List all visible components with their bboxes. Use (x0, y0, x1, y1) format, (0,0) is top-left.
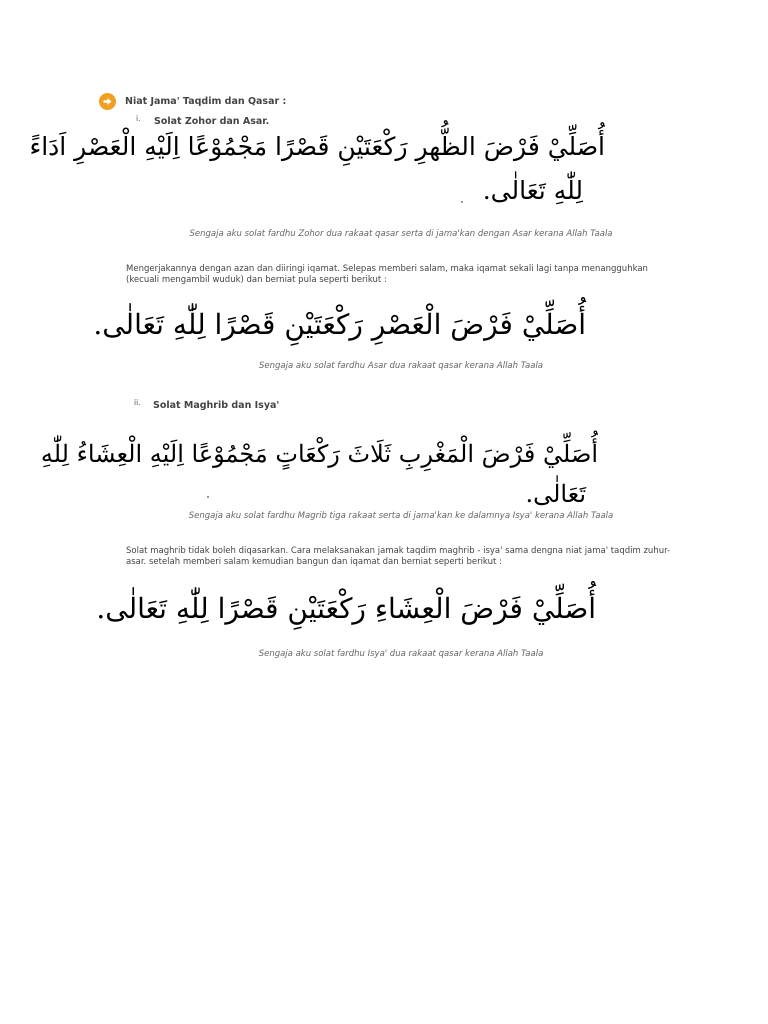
part1-title: Solat Zohor dan Asar. (154, 116, 270, 127)
caption-asar: Sengaja aku solat fardhu Asar dua rakaat qasar kerana Allah Taala (258, 361, 544, 371)
dot-mark (207, 496, 209, 498)
list-numeral-2: ii. (134, 398, 141, 407)
niat-maghrib-line2: تَعَالٰى. (525, 480, 586, 508)
niat-zohor-line1: أُصَلِّيْ فَرْضَ الظُّهرِ رَكْعَتَيْنِ قَصْرًا مَجْمُوْعًا اِلَيْهِ الْعَصْرِ اَدَاءً (29, 132, 605, 161)
arrow-right-circle-icon (99, 93, 116, 110)
dot-mark (461, 201, 463, 203)
part2-title: Solat Maghrib dan Isya' (153, 400, 280, 411)
paragraph-asar: Mengerjakannya dengan azan dan diiringi iqamat. Selepas memberi salam, maka iqamat sekali lagi tanpa menangguhkan (kecuali mengambil wuduk) dan berniat pula seperti berikut : (126, 264, 648, 285)
caption-maghrib: Sengaja aku solat fardhu Magrib tiga rakaat serta di jama'kan ke dalamnya Isya' kerana Allah Taala (188, 511, 614, 521)
caption-isya: Sengaja aku solat fardhu Isya' dua rakaat qasar kerana Allah Taala (258, 649, 544, 659)
paragraph-isya: Solat maghrib tidak boleh diqasarkan. Cara melaksanakan jamak taqdim maghrib - isya' sama dengna niat jama' taqdim zuhur-asar. setelah memberi salam kemudian bangun dan iqamat dan berniat seperti berikut : (126, 546, 671, 567)
niat-zohor-line2: لِلّٰهِ تَعَالٰى. (482, 176, 583, 205)
caption-zohor: Sengaja aku solat fardhu Zohor dua rakaat qasar serta di jama'kan dengan Asar kerana Allah Taala (189, 229, 613, 239)
section-title: Niat Jama' Taqdim dan Qasar : (125, 96, 287, 107)
niat-isya: أُصَلِّيْ فَرْضَ الْعِشَاءِ رَكْعَتَيْنِ قَصْرًا لِلّٰهِ تَعَالٰى. (96, 592, 596, 625)
list-numeral-1: i. (136, 114, 141, 123)
niat-maghrib-line1: أُصَلِّيْ فَرْضَ الْمَغْرِبِ ثَلَاثَ رَكْعَاتٍ مَجْمُوْعًا اِلَيْهِ الْعِشَاءُ لِلّٰهِ (40, 440, 598, 468)
niat-asar: أُصَلِّيْ فَرْضَ الْعَصْرِ رَكْعَتَيْنِ قَصْرًا لِلّٰهِ تَعَالٰى. (93, 308, 586, 341)
